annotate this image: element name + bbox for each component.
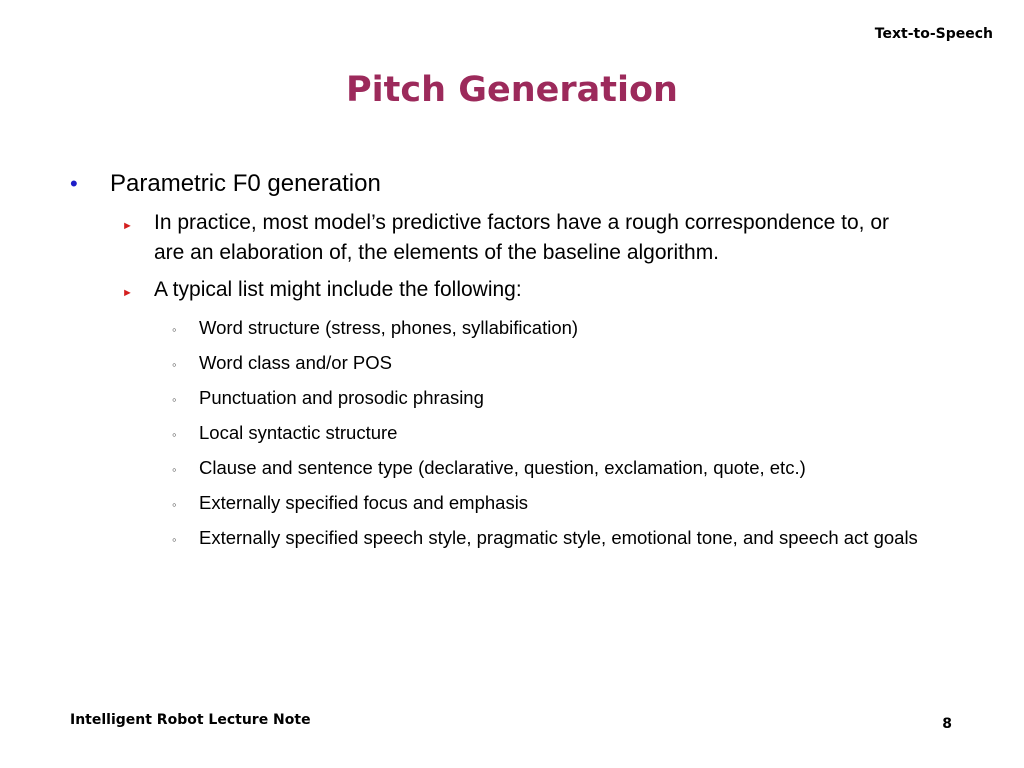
bullet-level3-text: Externally specified speech style, pragmatic style, emotional tone, and speech act goals	[199, 527, 918, 548]
hollow-circle-icon: ◦	[172, 462, 177, 477]
bullet-level3	[172, 490, 970, 518]
sub-bullet-list	[70, 208, 970, 308]
bullet-level1	[70, 168, 970, 200]
bullet-level3-text: Word class and/or POS	[199, 352, 392, 373]
bullet-level3	[172, 385, 970, 413]
bullet-level3-text: Word structure (stress, phones, syllabification)	[199, 317, 579, 338]
bullet-level3	[172, 315, 970, 343]
bullet-level3	[172, 525, 970, 553]
bullet-level2-text: A typical list might include the following:	[154, 278, 522, 301]
hollow-circle-icon: ◦	[172, 427, 177, 442]
bullet-level3-text: Externally specified focus and emphasis	[199, 492, 529, 513]
red-triangle-arrow-icon: ►	[122, 287, 133, 299]
hollow-circle-icon: ◦	[172, 497, 177, 512]
footer-course-title: Intelligent Robot Lecture Note	[70, 712, 311, 728]
slide-content	[70, 168, 970, 560]
bullet-level3-text: Punctuation and prosodic phrasing	[199, 387, 484, 408]
bullet-level3	[172, 455, 970, 483]
bullet-level2	[122, 275, 970, 308]
slide-title: Pitch Generation	[346, 70, 678, 110]
header-label: Text-to-Speech	[874, 26, 993, 42]
bullet-level3-text: Clause and sentence type (declarative, question, exclamation, quote, etc.)	[199, 457, 806, 478]
red-triangle-arrow-icon: ►	[122, 220, 133, 232]
bullet-level3-text: Local syntactic structure	[199, 422, 398, 443]
hollow-circle-icon: ◦	[172, 532, 177, 547]
page-number: 8	[942, 716, 952, 732]
bullet-level2	[122, 208, 970, 268]
bullet-level2-text: In practice, most model’s predictive factors have a rough correspondence to, or are an elaboration of, the elements of the baseline algorithm.	[154, 211, 889, 264]
bullet-level1-text: Parametric F0 generation	[110, 170, 381, 197]
bullet-level3	[172, 350, 970, 378]
hollow-circle-icon: ◦	[172, 322, 177, 337]
hollow-circle-icon: ◦	[172, 357, 177, 372]
sub-sub-bullet-list	[70, 315, 970, 553]
bullet-level3	[172, 420, 970, 448]
bullet-dot-icon: •	[70, 171, 78, 196]
hollow-circle-icon: ◦	[172, 392, 177, 407]
